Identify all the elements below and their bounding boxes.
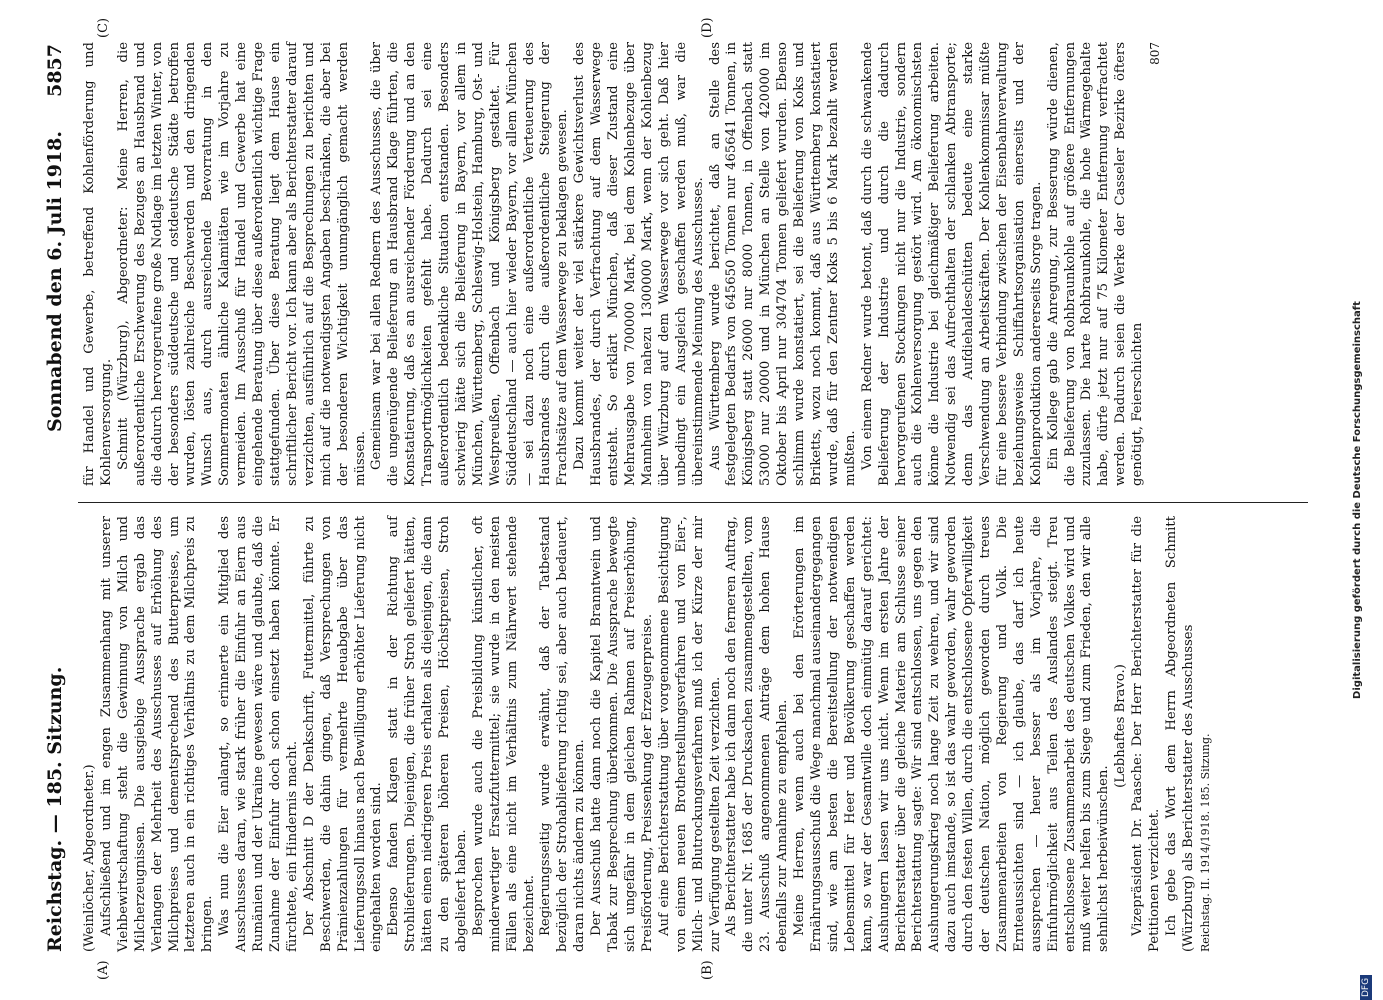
paragraph: Ebenso fanden Klagen statt in der Richtung auf Strohlieferungen. Diejenigen, die früher Stroh geliefert hätten, hätten einen niedrigeren Preis erhalten als diejenigen, die dann zu den späteren höheren Preisen, Höchstpreisen, Stroh abgeliefert haben. [386, 516, 469, 952]
margin-marker-c: (C) [96, 17, 111, 38]
applause-note: (Lebhaftes Bravo.) [1113, 664, 1129, 788]
dfg-logo: DFG [1360, 975, 1372, 1000]
margin-marker-d: (D) [700, 17, 715, 38]
paragraph: Regierungsseitig wurde erwähnt, daß der Tatbestand bezüglich der Strohablieferung richtig sei, aber auch bedauert, daran nichts ändern zu können. [538, 516, 588, 952]
page-number: 5857 [44, 44, 66, 97]
column-right [82, 42, 1164, 486]
paragraph: Dazu kommt weiter der viel stärkere Gewichtsverlust des Hausbrandes, der durch Verfrachtung auf dem Wasserwege entsteht. So erklärt München, daß dieser Zustand eine Mehrausgabe von 700000 Mark, bei dem Kohlenbezuge über Mannheim von nahezu 1300000 Mark, wenn der Kohlenbezug über Würzburg auf dem Wasserwege vor sich geht. Daß hier unbedingt ein Ausgleich geschaffen werden muß, war die übereinstimmende Meinung des Ausschusses. [572, 42, 706, 486]
margin-marker-a: (A) [96, 960, 111, 980]
paragraph: Meine Herren, wenn auch bei den Erörterungen im Ernährungsausschuß die Wege manchmal auseinandergegangen sind, wie am besten die Bereitstellung der notwendigen Lebensmittel für Heer und Bevölkerung geschaffen werden kann, so war der Gesamtwille doch einmütig darauf gerichtet: Aushungern lassen wir uns nicht. Wenn im ersten Jahre der Berichterstatter über die gleiche Materie am Schlusse seiner Berichterstattung sagte: Wir sind entschlossen, uns gegen den Aushungerungskrieg noch lange Zeit zu wehren, und wir sind dazu auch imstande, so ist das wahr geworden, wahr geworden durch den festen Willen, durch die entschlossene Opferwilligkeit der deutschen Nation, möglich geworden durch treues Zusammenarbeiten von Regierung und Volk. Die Ernteaussichten sind — ich glaube, das darf ich heute aussprechen — heuer besser als im Vorjahre, die Einfuhrmöglichkeit aus Teilen des Auslandes steigt. Treu entschlossene Zusammenarbeit des deutschen Volkes wird und muß weiter helfen bis zum Siege und zum Frieden, den wir alle sehnlichst herbeiwünschen. [792, 516, 1112, 952]
paragraph: Vizepräsident Dr. Paasche: Der Herr Berichterstatter für die Petitionen verzichtet. [1130, 516, 1163, 952]
column-left [82, 516, 1215, 952]
header-left: Reichstag. — 185. Sitzung. [44, 666, 66, 952]
paragraph: Der Abschnitt D der Denkschrift, Futtermittel, führte zu Beschwerden, die dahin gingen, daß Versprechungen von Prämienzahlungen für vermehrte Heuabgabe über das Lieferungssoll hinaus nach Bewilligung erhöhter Lieferung nicht eingehalten worden sind. [301, 516, 385, 952]
page-header [36, 44, 76, 952]
column-divider [78, 502, 1308, 503]
page-footer: Reichstag. II. 1914/1918. 185. Sitzung. [1198, 733, 1212, 952]
paragraph: Als Berichterstatter habe ich dann noch den ferneren Auftrag, die unter Nr. 1685 der Drucksachen zusammengestellten, vom 23. Ausschuß angenommenen Anträge dem hohen Hause ebenfalls zur Annahme zu empfehlen. [724, 516, 791, 952]
paragraph: Von einem Redner wurde betont, daß durch die schwankende Belieferung der Industrie und durch die dadurch hervorgerufenen Stockungen nicht nur die Industrie, sondern auch die Kohlenversorgung gestört wird. Am ökonomischsten könne die Industrie bei gleichmäßiger Belieferung arbeiten. Notwendig sei das Aufrechthalten der schlanken Abtransporte; denn das Aufdiehaldeschütten bedeute eine starke Verschwendung an Arbeitskräften. Der Kohlenkommissar müßte für eine bessere Verbindung zwischen der Eisenbahnverwaltung beziehungsweise Schiffahrtsorganisation einerseits und der Kohlenproduktion andererseits Sorge tragen. [859, 42, 1044, 486]
paragraph: Besprochen wurde auch die Preisbildung künstlicher, oft minderwertiger Ersatzfuttermittel; sie wurde in den meisten Fällen als eine nicht im Verhältnis zum Nährwert stehende bezeichnet. [470, 516, 537, 952]
paragraph: Ein Kollege gab die Anregung, zur Besserung würde dienen, die Belieferung von Rohbraunkohle auf größere Entfernungen zuzulassen. Die harte Rohbraunkohle, die hohe Wärmegehalte habe, dürfe jetzt nur auf 75 Kilometer Entfernung verfrachtet werden. Dadurch seien die Werke der Casseler Bezirke öfters genötigt, Feierschichten [1045, 42, 1146, 486]
paragraph: Gemeinsam war bei allen Rednern des Ausschusses, die über die ungenügende Belieferung an Hausbrand Klage führten, die Konstatierung, daß es an ausreichender Förderung und an den Transportmöglichkeiten gefehlt habe. Dadurch sei eine außerordentlich bedenkliche Situation entstanden. Besonders schwierig hätte sich die Belieferung in Bayern, vor allem in München, Württemberg, Schleswig-Holstein, Hamburg, Ost- und Westpreußen, Offenbach und Königsberg gestaltet. Für Süddeutschland — auch hier wieder Bayern, vor allem München — sei dazu noch eine außerordentliche Verteuerung des Hausbrandes durch die außerordentliche Steigerung der Frachtsätze auf dem Wasserwege zu beklagen gewesen. [369, 42, 571, 486]
paragraph: Auf eine Berichterstattung über vorgenommene Besichtigung von einem neuen Brotherstellungsverfahren und von Eier-, Milch- und Blutrockungsverfahren muß ich der Kürze der mir zur Verfügung gestellten Zeit verzichten. [656, 516, 723, 952]
paragraph: für Handel und Gewerbe, betreffend Kohlenförderung und Kohlenversorgung. [82, 42, 114, 486]
page-sheet-number: 807 [1148, 42, 1163, 65]
paragraph: Ich gebe das Wort dem Herrn Abgeordneten Schmitt (Würzburg) als Berichterstatter des Ausschusses [1164, 516, 1196, 952]
paragraph: Was nun die Eier anlangt, so erinnerte ein Mitglied des Ausschusses daran, wie stark früher die Einfuhr an Eiern aus Rumänien und der Ukraine gewesen wäre und glaubte, daß die Zunahme der Einfuhr doch schon einsetzt haben könnte. Er fürchtete, ein Hindernis macht. [217, 516, 300, 952]
paragraph: Schmitt (Würzburg), Abgeordneter: Meine Herren, die außerordentliche Erschwerung des Bezuges an Hausbrand und die dadurch hervorgerufene große Notlage im letzten Winter, von der besonders süddeutsche und ostdeutsche Städte betroffen wurden, lösten zahlreiche Beschwerden und den dringenden Wunsch aus, durch ausreichende Bevorratung in den Sommermonaten ähnliche Kalamitäten wie im Vorjahre zu vermeiden. Im Ausschuß für Handel und Gewerbe hat eine eingehende Beratung über diese außerordentlich wichtige Frage stattgefunden. Über diese Beratung liegt dem Hause ein schriftlicher Bericht vor. Ich kann aber als Berichterstatter darauf verzichten, ausführlich auf die Besprechungen zu berichten und mich auf die notwendigsten Angaben beschränken, die aber bei der besonderen Wichtigkeit unumgänglich gemacht werden müssen. [115, 42, 368, 486]
paragraph: Der Ausschuß hatte dann noch die Kapitel Branntwein und Tabak zur Besprechung überkommen. Die Aussprache bewegte sich ungefähr in dem gleichen Rahmen auf Preiserhöhung, Preisförderung, Preissenkung der Erzeugerpreise. [589, 516, 655, 952]
paragraph: Aus Württemberg wurde berichtet, daß an Stelle des festgelegten Bedarfs von 645650 Tonnen nur 465641 Tonnen, in Königsberg statt 26000 nur 8000 Tonnen, in Offenbach statt 53000 nur 20000 und in München an Stelle von 420000 im Oktober bis April nur 304704 Tonnen geliefert wurden. Ebenso schlimm wurde konstatiert, sei die Belieferung von Koks und Briketts, wozu noch kommt, daß aus Württemberg konstatiert wurde, daß für den Zentner Koks 5 bis 6 Mark bezahlt werden mußten. [707, 42, 858, 486]
digitization-note: Digitalisierung gefördert durch die Deutsche Forschungsgemeinschaft [1352, 301, 1363, 699]
paragraph: Aufschließend und im engen Zusammenhang mit unserer Viehbewirtschaftung steht die Gewinnung von Milch und Milcherzeugnissen. Die ausgiebige Aussprache ergab das Verlangen der Mehrheit des Ausschusses auf Erhöhung des Milchpreises und dementsprechend des Butterpreises, um letzteren auch in ein richtiges Verhältnis zu dem Milchpreis zu bringen. [98, 516, 216, 952]
margin-marker-b: (B) [700, 960, 715, 980]
header-date: Sonnabend den 6. Juli 1918. [44, 130, 66, 432]
speaker-tag: (Weinlöcher, Abgeordneter.) [82, 764, 97, 952]
